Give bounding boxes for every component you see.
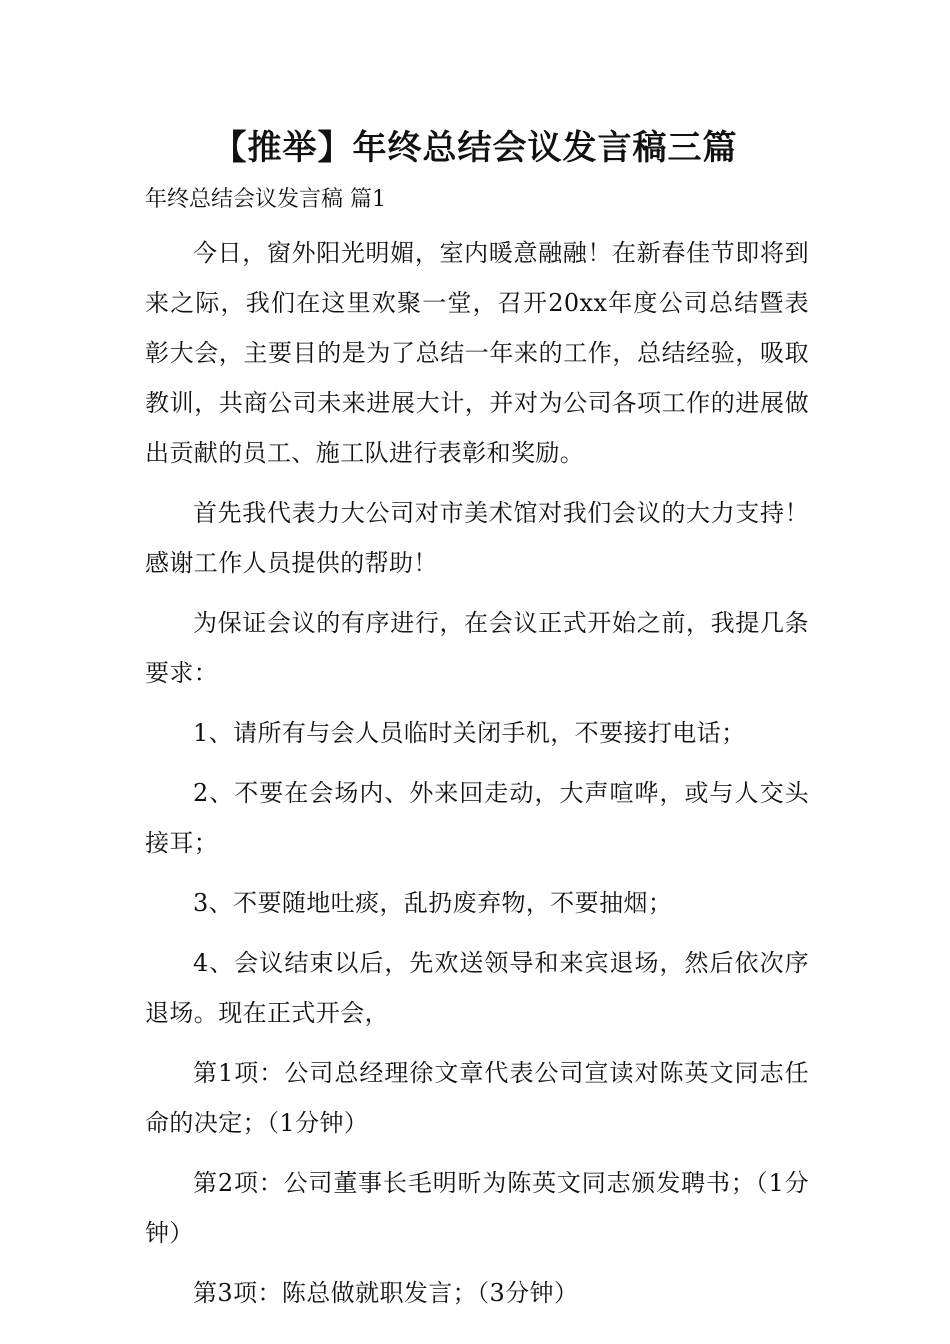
requirement-item-1: 1、请所有与会人员临时关闭手机，不要接打电话； [193, 719, 746, 747]
section-heading: 年终总结会议发言稿 篇1 [145, 187, 386, 212]
paragraph-thanks: 首先我代表力大公司对市美术馆对我们会议的大力支持！感谢工作人员提供的帮助！ [145, 499, 809, 577]
requirement-item-4: 4、会议结束以后，先欢送领导和来宾退场，然后依次序退场。现在正式开会， [145, 949, 809, 1027]
document-body [145, 228, 809, 1318]
paragraph-requirements-intro: 为保证会议的有序进行，在会议正式开始之前，我提几条要求： [145, 609, 809, 687]
agenda-item-2: 第2项：公司董事长毛明昕为陈英文同志颁发聘书；（1分钟） [145, 1169, 809, 1247]
requirement-item-3: 3、不要随地吐痰，乱扔废弃物，不要抽烟； [193, 889, 673, 917]
agenda-item-3: 第3项：陈总做就职发言；（3分钟） [193, 1279, 579, 1307]
paragraph-opening: 今日，窗外阳光明媚，室内暖意融融！在新春佳节即将到来之际，我们在这里欢聚一堂，召开20xx年度公司总结暨表彰大会，主要目的是为了总结一年来的工作，总结经验，吸取教训，共商公司未来进展大计，并对为公司各项工作的进展做出贡献的员工、施工队进行表彰和奖励。 [145, 239, 809, 467]
agenda-item-1: 第1项：公司总经理徐文章代表公司宣读对陈英文同志任命的决定；（1分钟） [145, 1059, 809, 1137]
document-title: 【推举】年终总结会议发言稿三篇 [212, 128, 738, 168]
requirement-item-2: 2、不要在会场内、外来回走动，大声喧哗，或与人交头接耳； [145, 779, 809, 857]
